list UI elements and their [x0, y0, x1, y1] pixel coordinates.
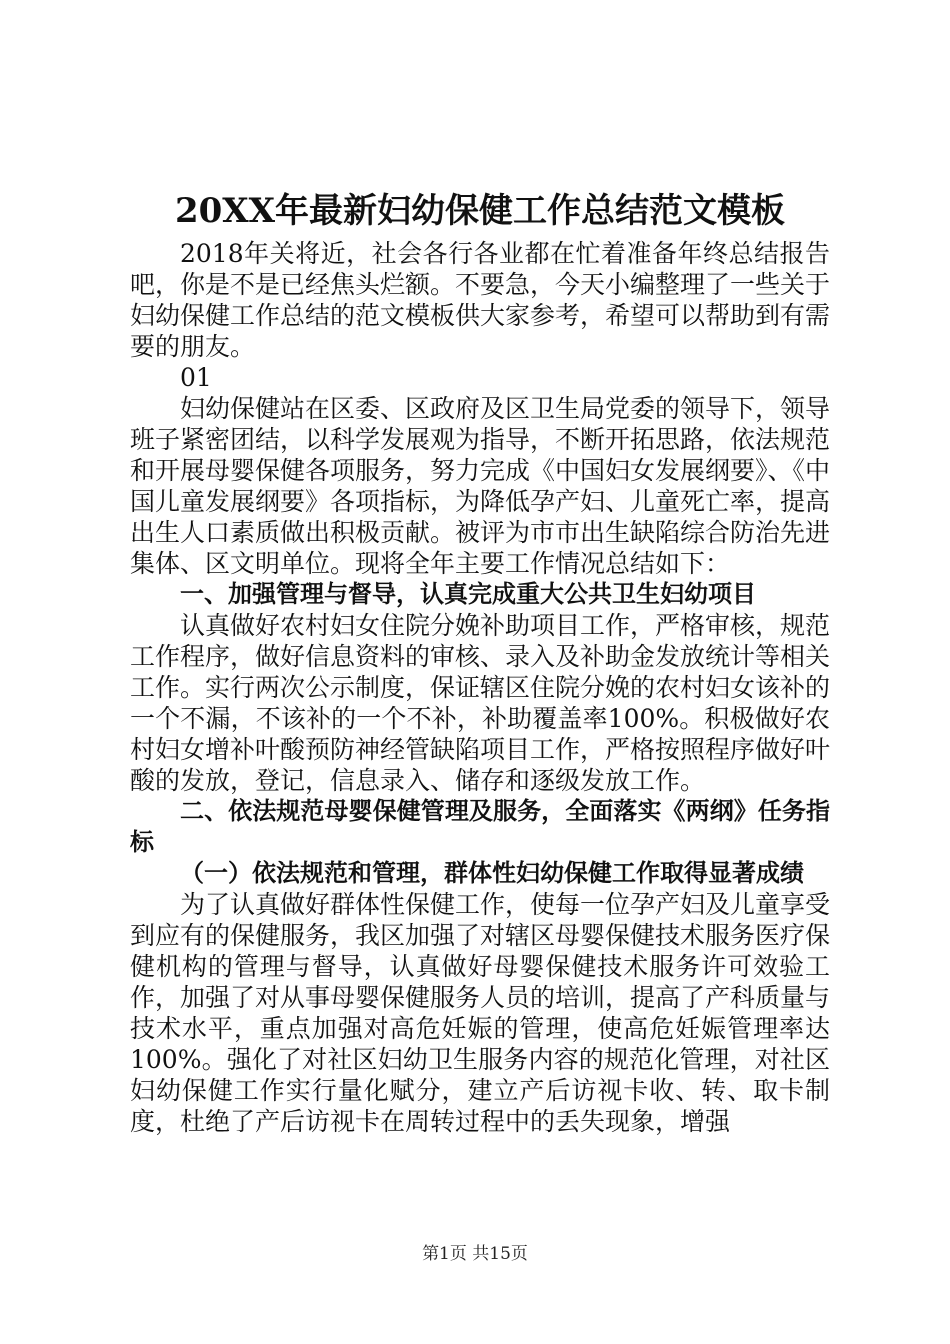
document-title: 20XX年最新妇幼保健工作总结范文模板	[174, 191, 786, 231]
section-1-paragraph: 认真做好农村妇女住院分娩补助项目工作，严格审核，规范工作程序，做好信息资料的审核、录入及补助金发放统计等相关工作。实行两次公示制度，保证辖区住院分娩的农村妇女该补的一个不漏，不该补的一个不补，补助覆盖率100%。积极做好农村妇女增补叶酸预防神经管缺陷项目工作，严格按照程序做好叶酸的发放，登记，信息录入、储存和逐级发放工作。	[130, 611, 831, 795]
document-body	[130, 186, 830, 1137]
section-heading-2: 二、依法规范母婴保健管理及服务，全面落实《两纲》任务指标	[130, 797, 830, 856]
section-number: 01	[180, 363, 212, 392]
subsection-2-1-paragraph: 为了认真做好群体性保健工作，使每一位孕产妇及儿童享受到应有的保健服务，我区加强了对辖区母婴保健技术服务医疗保健机构的管理与督导，认真做好母婴保健技术服务许可效验工作，加强了对从事母婴保健服务人员的培训，提高了产科质量与技术水平，重点加强对高危妊娠的管理，使高危妊娠管理率达100%。强化了对社区妇幼卫生服务内容的规范化管理，对社区妇幼保健工作实行量化赋分，建立产后访视卡收、转、取卡制度，杜绝了产后访视卡在周转过程中的丢失现象，增强	[130, 890, 831, 1136]
section-heading-1: 一、加强管理与督导，认真完成重大公共卫生妇幼项目	[180, 580, 756, 608]
overview-paragraph: 妇幼保健站在区委、区政府及区卫生局党委的领导下，领导班子紧密团结，以科学发展观为指导，不断开拓思路，依法规范和开展母婴保健各项服务，努力完成《中国妇女发展纲要》、《中国儿童发展纲要》各项指标，为降低孕产妇、儿童死亡率，提高出生人口素质做出积极贡献。被评为市市出生缺陷综合防治先进集体、区文明单位。现将全年主要工作情况总结如下：	[130, 394, 831, 578]
subsection-heading-2-1: （一）依法规范和管理，群体性妇幼保健工作取得显著成绩	[180, 859, 804, 887]
page-footer: 第1页 共15页	[422, 1244, 528, 1264]
intro-paragraph: 2018年关将近，社会各行各业都在忙着准备年终总结报告吧，你是不是已经焦头烂额。不要急，今天小编整理了一些关于妇幼保健工作总结的范文模板供大家参考，希望可以帮助到有需要的朋友。	[130, 239, 831, 361]
